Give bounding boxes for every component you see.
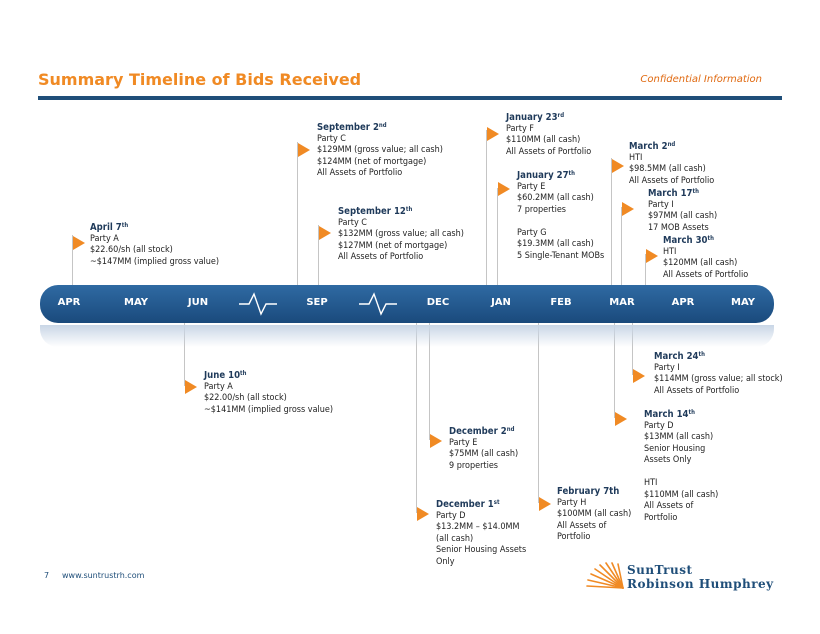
- suntrust-logo-text: [627, 563, 774, 591]
- event-detail-line: Party E: [517, 181, 546, 192]
- event-date-suffix: rd: [557, 112, 565, 119]
- event-jan23: [506, 112, 591, 158]
- event-apr7: [90, 222, 219, 268]
- month-apr2: APR: [671, 297, 695, 308]
- event-date-text: March 14: [644, 409, 689, 420]
- event-detail-line: $127MM (net of mortgage): [338, 240, 448, 251]
- event-mar24: [654, 351, 783, 397]
- event-date-text: March 2: [629, 141, 668, 152]
- marker-mar14: [615, 412, 627, 426]
- event-mar2: [629, 141, 714, 187]
- timeline-break-icon: [359, 290, 397, 318]
- event-date: [663, 235, 748, 247]
- event-detail-line: Party H: [557, 497, 587, 508]
- event-detail-line: $22.60/sh (all stock): [90, 245, 173, 255]
- event-detail-line: Party D: [436, 510, 466, 521]
- event-detail-line: $75MM (all cash): [449, 449, 519, 459]
- event-detail-line: All Assets of Portfolio: [338, 252, 424, 262]
- month-may: MAY: [124, 297, 148, 308]
- marker-feb7: [539, 497, 551, 511]
- event-date-suffix: th: [692, 188, 699, 195]
- event-detail-line: $19.3MM (all cash): [517, 239, 594, 249]
- event-date: [338, 206, 464, 218]
- month-jun: JUN: [187, 297, 209, 308]
- event-date-suffix: th: [405, 206, 413, 213]
- confidential-label: Confidential Information: [640, 74, 762, 85]
- event-mar14: [644, 409, 718, 524]
- event-date-suffix: nd: [667, 141, 676, 148]
- marker-jan23: [487, 127, 499, 141]
- event-date-suffix: th: [698, 351, 705, 358]
- event-date: [648, 188, 717, 200]
- event-detail-line: Party I: [648, 199, 674, 210]
- month-apr: APR: [57, 297, 81, 308]
- event-date: [90, 222, 219, 234]
- marker-mar24: [633, 369, 645, 383]
- event-detail-line: All Assets of Portfolio: [506, 146, 592, 157]
- month-sep: SEP: [306, 297, 328, 308]
- event-detail-line: All Assets of: [644, 501, 694, 511]
- event-detail-line: $13.2MM – $14.0MM: [436, 522, 520, 532]
- event-date-text: June 10: [204, 370, 241, 381]
- marker-sep12: [319, 226, 331, 240]
- event-date-text: February 7th: [557, 486, 620, 497]
- event-date: [644, 409, 718, 421]
- event-date: [629, 141, 714, 153]
- event-detail-line: Party D: [644, 420, 674, 431]
- event-detail-line: Party C: [317, 133, 346, 144]
- timeline-break-icon: [239, 290, 277, 318]
- event-detail-line: HTI: [663, 246, 677, 257]
- event-date: [317, 122, 443, 134]
- marker-apr7: [73, 236, 85, 250]
- event-date: [517, 170, 604, 182]
- event-sep2: [317, 122, 443, 180]
- event-detail-line: All Assets of Portfolio: [629, 175, 715, 186]
- event-date-text: April 7: [90, 222, 122, 233]
- event-date-suffix: th: [121, 222, 129, 229]
- event-date-text: January 27: [517, 170, 569, 181]
- event-detail-line: Portfolio: [557, 532, 591, 542]
- event-date: [436, 499, 526, 511]
- event-date-text: March 24: [654, 351, 699, 362]
- connector-jan27: [497, 188, 498, 285]
- event-detail-line: $22.00/sh (all stock): [204, 393, 287, 403]
- event-detail-line: $124MM (net of mortgage): [317, 156, 427, 167]
- event-detail-line: Portfolio: [644, 512, 678, 523]
- event-detail-line: Senior Housing: [644, 443, 706, 454]
- event-mar17: [648, 188, 717, 234]
- connector-jan23: [486, 130, 487, 285]
- event-detail-line: Party A: [204, 381, 233, 392]
- header-rule: [38, 96, 782, 100]
- event-detail-line: Only: [436, 556, 455, 567]
- event-date-suffix: th: [240, 370, 247, 377]
- event-detail-line: $120MM (all cash): [663, 258, 738, 268]
- event-date-text: December 1: [436, 499, 494, 510]
- event-detail-line: Assets Only: [644, 455, 692, 465]
- event-date: [449, 426, 518, 438]
- event-detail-line: [644, 467, 718, 479]
- marker-jun10: [185, 380, 197, 394]
- connector-dec1: [416, 323, 417, 513]
- event-detail-line: 17 MOB Assets: [648, 222, 709, 233]
- event-dec2: [449, 426, 518, 472]
- month-feb: FEB: [550, 297, 572, 308]
- event-detail-line: $114MM (gross value; all stock): [654, 374, 783, 384]
- marker-dec1: [417, 507, 429, 521]
- event-jun10: [204, 370, 333, 416]
- event-sep12: [338, 206, 464, 264]
- marker-mar17: [622, 202, 634, 216]
- connector-sep2: [297, 142, 298, 285]
- event-feb7: [557, 486, 631, 544]
- event-detail-line: HTI: [644, 478, 658, 488]
- event-date-text: September 2: [317, 122, 379, 133]
- event-date-text: December 2: [449, 426, 507, 437]
- event-detail-line: $60.2MM (all cash): [517, 193, 594, 203]
- event-mar30: [663, 235, 748, 281]
- event-detail-line: All Assets of: [557, 520, 607, 531]
- event-detail-line: $98.5MM (all cash): [629, 164, 706, 174]
- event-detail-line: ~$141MM (implied gross value): [204, 404, 334, 415]
- event-detail-line: All Assets of Portfolio: [663, 269, 749, 280]
- event-detail-line: (all cash): [436, 533, 474, 544]
- marker-dec2: [430, 434, 442, 448]
- event-date-text: January 23: [506, 112, 558, 123]
- event-detail-line: 5 Single-Tenant MOBs: [517, 250, 605, 261]
- event-detail-line: All Assets of Portfolio: [317, 168, 403, 178]
- event-detail-line: Party F: [506, 123, 534, 134]
- logo-line-1: SunTrust: [627, 563, 693, 577]
- page-title: Summary Timeline of Bids Received: [38, 70, 362, 89]
- logo-line-2: Robinson Humphrey: [627, 577, 774, 591]
- event-detail-line: HTI: [629, 152, 643, 163]
- event-detail-line: $100MM (all cash): [557, 509, 632, 519]
- event-date: [557, 486, 631, 498]
- marker-sep2: [298, 143, 310, 157]
- marker-mar30: [646, 249, 658, 263]
- event-detail-line: Party I: [654, 362, 680, 373]
- page-number: 7: [44, 571, 50, 580]
- event-dec1: [436, 499, 526, 568]
- event-date-suffix: th: [568, 170, 575, 177]
- event-detail-line: $110MM (all cash): [644, 489, 719, 500]
- event-date-text: March 17: [648, 188, 693, 199]
- event-detail-line: Party A: [90, 233, 119, 244]
- event-date: [654, 351, 783, 363]
- event-detail-line: $97MM (all cash): [648, 211, 718, 221]
- timeline-reflection: [40, 325, 774, 347]
- event-detail-line: $13MM (all cash): [644, 432, 714, 442]
- month-jan: JAN: [491, 297, 511, 308]
- event-detail-line: 9 properties: [449, 460, 499, 471]
- event-detail-line: All Assets of Portfolio: [654, 385, 740, 396]
- footer-url[interactable]: www.suntrustrh.com: [62, 571, 145, 580]
- event-detail-line: $132MM (gross value; all cash): [338, 229, 464, 239]
- event-jan27: [517, 170, 604, 262]
- event-detail-line: Party G: [517, 227, 547, 238]
- connector-mar2: [611, 158, 612, 285]
- connector-mar17: [621, 207, 622, 285]
- event-detail-line: $129MM (gross value; all cash): [317, 145, 443, 155]
- event-date-suffix: th: [707, 235, 714, 242]
- event-date-text: March 30: [663, 235, 708, 246]
- event-date-suffix: th: [688, 409, 695, 416]
- event-date-suffix: nd: [506, 426, 515, 433]
- marker-jan27: [498, 182, 510, 196]
- connector-feb7: [538, 323, 539, 503]
- event-date: [506, 112, 591, 124]
- event-date-suffix: st: [493, 499, 500, 506]
- marker-mar2: [612, 159, 624, 173]
- suntrust-sun-logo-icon: [583, 562, 627, 590]
- event-detail-line: $110MM (all cash): [506, 135, 581, 145]
- event-detail-line: Party C: [338, 217, 367, 228]
- event-date-text: September 12: [338, 206, 406, 217]
- event-detail-line: [517, 216, 604, 228]
- event-detail-line: 7 properties: [517, 204, 567, 215]
- event-detail-line: ~$147MM (implied gross value): [90, 256, 220, 267]
- event-detail-line: Senior Housing Assets: [436, 545, 527, 555]
- month-dec: DEC: [426, 297, 450, 308]
- month-may2: MAY: [731, 297, 755, 308]
- event-date-suffix: nd: [378, 122, 387, 129]
- event-detail-line: Party E: [449, 437, 478, 448]
- event-date: [204, 370, 333, 382]
- month-mar: MAR: [609, 297, 635, 308]
